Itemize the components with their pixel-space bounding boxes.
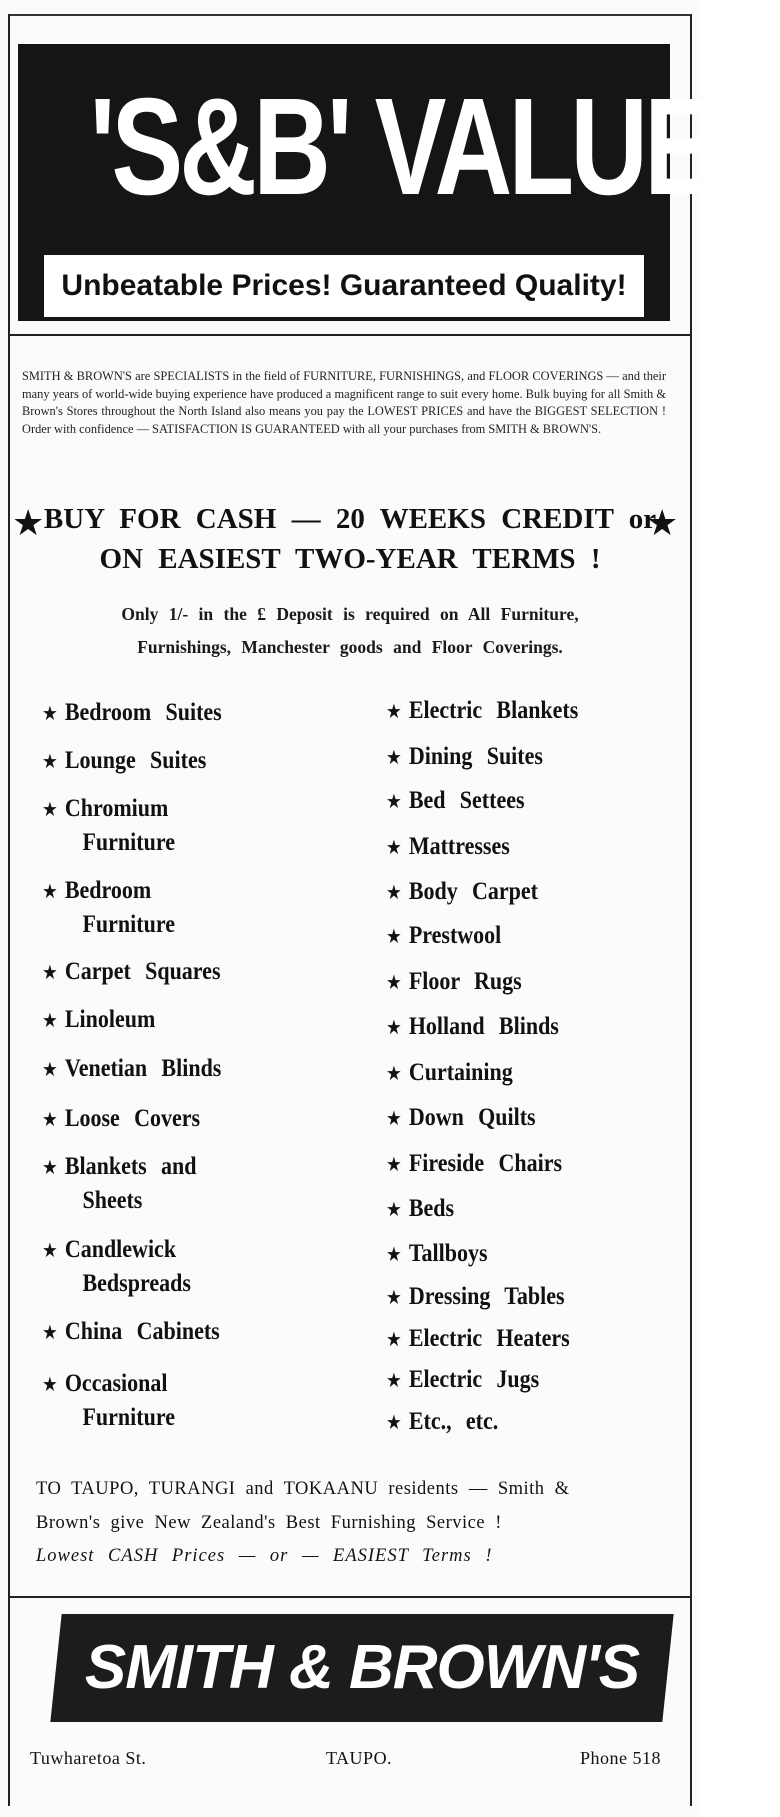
- item-label: Tallboys: [408, 1240, 488, 1267]
- star-icon: ★: [386, 880, 402, 904]
- header-banner: [18, 44, 780, 321]
- star-icon: ★: [386, 1327, 402, 1351]
- banner-title: 'S&B' VALUES: [89, 70, 780, 224]
- item-label: Bedroom Suites: [64, 699, 222, 726]
- headline-line-2: ON EASIEST TWO-YEAR TERMS !: [99, 543, 601, 575]
- item-label: Holland Blinds: [408, 1013, 559, 1040]
- headline-line-1: BUY FOR CASH — 20 WEEKS CREDIT or: [43, 503, 657, 535]
- item-label: Lounge Suites: [64, 747, 207, 774]
- star-icon: ★: [42, 797, 58, 821]
- item-label: Electric Blankets: [408, 697, 579, 724]
- address-town: TAUPO.: [326, 1748, 393, 1768]
- list-item: [386, 1237, 488, 1271]
- list-item: [42, 744, 206, 778]
- star-icon: ★: [386, 1410, 402, 1434]
- list-item: [42, 696, 222, 730]
- item-label: Prestwool: [408, 922, 502, 949]
- list-item: [386, 1101, 536, 1135]
- star-icon: ★: [386, 789, 402, 813]
- item-label: Down Quilts: [408, 1104, 536, 1131]
- list-item: [386, 740, 543, 774]
- star-icon: ★: [42, 1320, 58, 1344]
- star-icon: ★: [386, 1242, 402, 1266]
- star-icon: ★: [42, 1107, 58, 1131]
- list-item: [386, 1322, 570, 1356]
- item-label: Linoleum: [64, 1006, 156, 1033]
- list-item: [386, 694, 578, 728]
- item-label: Blankets and: [64, 1153, 197, 1180]
- star-icon: ★: [386, 1015, 402, 1039]
- list-item: [42, 1003, 155, 1037]
- star-icon: ★: [386, 970, 402, 994]
- item-label: Loose Covers: [64, 1105, 201, 1132]
- smith-brown-logo: SMITH & BROWN'S: [84, 1633, 640, 1702]
- list-item: [42, 1052, 221, 1086]
- list-item: [386, 830, 510, 864]
- item-label: Candlewick: [64, 1236, 177, 1263]
- list-item: [42, 792, 175, 859]
- star-icon: ★: [42, 879, 58, 903]
- footer-line-2: Brown's give New Zealand's Best Furnishing Service !: [36, 1513, 502, 1533]
- list-item: [386, 784, 525, 818]
- list-item: [386, 1010, 559, 1044]
- star-icon: ★: [42, 749, 58, 773]
- list-item: [386, 1056, 513, 1090]
- star-icon: ★: [386, 745, 402, 769]
- star-icon: ★: [386, 835, 402, 859]
- item-label: Venetian Blinds: [64, 1055, 222, 1082]
- item-label: Fireside Chairs: [408, 1150, 563, 1177]
- list-item: [386, 875, 538, 909]
- star-icon-right: ★: [646, 503, 679, 544]
- star-icon: ★: [42, 1372, 58, 1396]
- item-label: Dressing Tables: [408, 1283, 565, 1310]
- star-icon: ★: [386, 1152, 402, 1176]
- star-icon: ★: [386, 1106, 402, 1130]
- item-label: Occasional: [64, 1370, 168, 1397]
- list-item: [42, 1150, 197, 1217]
- address-phone: Phone 518: [580, 1748, 661, 1768]
- item-label: China Cabinets: [64, 1318, 220, 1345]
- deposit-line-1: Only 1/- in the £ Deposit is required on All Furniture,: [121, 604, 579, 624]
- footer-line-1: TO TAUPO, TURANGI and TOKAANU residents — Smith &: [36, 1479, 570, 1499]
- star-icon: ★: [386, 1197, 402, 1221]
- star-icon: ★: [42, 960, 58, 984]
- item-label: Mattresses: [408, 833, 510, 860]
- list-item: [42, 1315, 220, 1349]
- address-street: Tuwharetoa St.: [30, 1748, 147, 1768]
- star-icon: ★: [42, 701, 58, 725]
- list-item: [386, 965, 522, 999]
- list-item: [42, 955, 221, 989]
- item-label-continued: Sheets: [82, 1187, 143, 1214]
- divider-rule: [10, 334, 690, 336]
- item-label-continued: Furniture: [82, 911, 175, 938]
- item-label: Electric Heaters: [408, 1325, 570, 1352]
- list-item: [386, 1147, 562, 1181]
- item-label: Body Carpet: [408, 878, 539, 905]
- footer-line-3: Lowest CASH Prices — or — EASIEST Terms !: [36, 1546, 493, 1566]
- item-label: Chromium: [64, 795, 169, 822]
- star-icon: ★: [42, 1057, 58, 1081]
- divider-rule: [10, 1596, 690, 1598]
- star-icon: ★: [386, 1285, 402, 1309]
- star-icon: ★: [42, 1238, 58, 1262]
- intro-paragraph: SMITH & BROWN'S are SPECIALISTS in the field of FURNITURE, FURNISHINGS, and FLOOR COVERINGS — and their many years of world-wide buying experience have produced a magnificent range to suit every home. Bulk buying for all Smith & Brown's Stores throughout the North Island also means you pay the LOWEST PRICES and have the BIGGEST SELECTION ! Order with confidence — SATISFACTION IS GUARANTEED with all your purchases from SMITH & BROWN'S.: [22, 369, 666, 436]
- item-label: Bed Settees: [408, 787, 525, 814]
- list-item: [42, 1102, 200, 1136]
- item-label: Bedroom: [64, 877, 152, 904]
- star-icon: ★: [386, 1061, 402, 1085]
- item-label-continued: Furniture: [82, 829, 175, 856]
- item-label: Electric Jugs: [408, 1366, 540, 1393]
- item-label: Beds: [408, 1195, 455, 1222]
- item-label: Carpet Squares: [64, 958, 221, 985]
- item-label: Dining Suites: [408, 743, 543, 770]
- list-item: [386, 1405, 498, 1439]
- list-item: [386, 1192, 454, 1226]
- star-icon: ★: [42, 1008, 58, 1032]
- item-label: Floor Rugs: [408, 968, 522, 995]
- list-item: [42, 874, 175, 941]
- banner-subtitle: Unbeatable Prices! Guaranteed Quality!: [44, 255, 644, 317]
- list-item: [386, 919, 501, 953]
- star-icon: ★: [386, 1368, 402, 1392]
- list-item: [42, 1367, 175, 1434]
- star-icon: ★: [386, 924, 402, 948]
- item-label: Etc., etc.: [408, 1408, 499, 1435]
- star-icon: ★: [386, 699, 402, 723]
- list-item: [42, 1233, 191, 1300]
- item-label: Curtaining: [408, 1059, 513, 1086]
- deposit-line-2: Furnishings, Manchester goods and Floor Coverings.: [137, 637, 563, 657]
- item-label-continued: Furniture: [82, 1404, 175, 1431]
- star-icon: ★: [42, 1155, 58, 1179]
- list-item: [386, 1280, 565, 1314]
- list-item: [386, 1363, 539, 1397]
- star-icon-left: ★: [12, 503, 45, 544]
- item-label-continued: Bedspreads: [82, 1270, 191, 1297]
